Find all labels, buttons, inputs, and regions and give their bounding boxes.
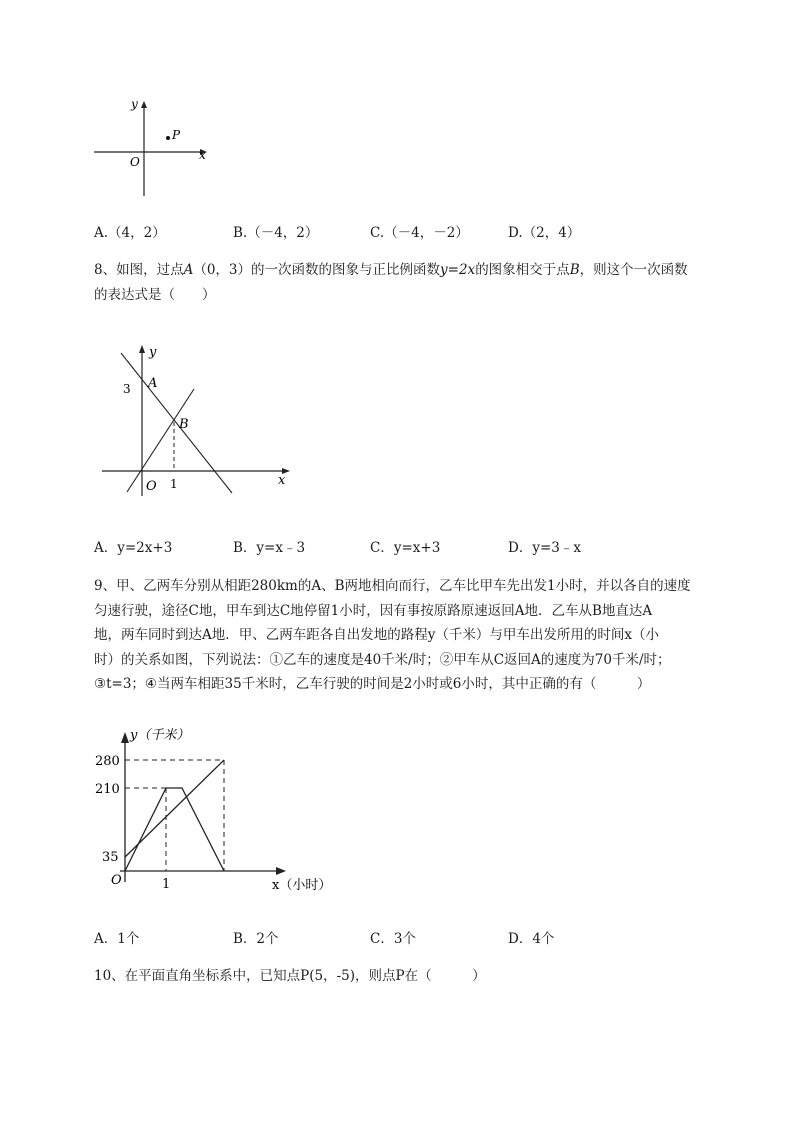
q9-option-d[interactable]: D．4个 [508, 931, 555, 947]
q9-line-3: 地，两车同时到达A地．甲、乙两车距各自出发地的路程y（千米）与甲车出发所用的时间x（小 [94, 627, 659, 643]
q9-tick-y-35: 35 [102, 850, 119, 865]
q8-y-label: y [149, 345, 157, 360]
q9-tick-y-210: 210 [95, 782, 120, 797]
q8-coordinate-figure [100, 338, 300, 498]
q9-line-5: ③t=3；④当两车相距35千米时，乙车行驶的时间是2小时或6小时，其中正确的有（ ） [94, 676, 651, 692]
q7-x-label: x [199, 148, 206, 162]
q9-car-jia-path [125, 788, 224, 871]
q8-line-2: 的表达式是（ ） [94, 286, 216, 303]
q8-x-label: x [278, 473, 286, 488]
q8-tick-y-3: 3 [123, 382, 131, 396]
q7-point-p [166, 136, 170, 140]
q8-line-through-a [121, 353, 232, 493]
q10-line-1: 10、在平面直角坐标系中，已知点P(5，-5)，则点P在（ ） [94, 968, 486, 984]
q8-y-arrow-icon [139, 345, 145, 353]
q9-option-a[interactable]: A．1个 [94, 931, 140, 947]
q7-coordinate-figure [88, 92, 218, 202]
q7-option-b[interactable]: B.（－4，2） [233, 225, 319, 241]
q7-option-d[interactable]: D.（2，4） [508, 225, 581, 241]
q7-option-a[interactable]: A.（4，2） [94, 225, 166, 241]
q7-y-arrow-icon [141, 101, 147, 108]
q9-stem [94, 574, 754, 697]
q9-option-c[interactable]: C．3个 [370, 931, 416, 947]
q9-tick-x-1: 1 [162, 877, 171, 892]
q8-stem [94, 258, 754, 307]
q7-option-c[interactable]: C.（－4，－2） [370, 225, 469, 241]
q8-option-c[interactable]: C．y=x+3 [370, 540, 441, 556]
q9-distance-time-graph [90, 722, 370, 897]
q9-line-1: 9、甲、乙两车分别从相距280km的A、B两地相向而行，乙车比甲车先出发1小时，并以各自的速度 [94, 578, 691, 594]
q8-line-1: 8、如图，过点A（0，3）的一次函数的图象与正比例函数y=2x的图象相交于点B，则这个一次函数 [94, 262, 688, 278]
q8-point-b-label: B [179, 417, 189, 432]
q9-y-arrow-icon [121, 732, 129, 743]
q8-point-a-label: A [148, 376, 158, 391]
q9-origin-label: O [111, 873, 122, 888]
q8-option-a[interactable]: A．y=2x+3 [94, 540, 173, 556]
q10-stem [94, 964, 754, 989]
q9-tick-y-280: 280 [95, 754, 120, 769]
q8-origin-label: O [146, 479, 157, 494]
q9-y-axis-label: y（千米） [130, 728, 190, 743]
q9-x-arrow-icon [276, 867, 286, 875]
q9-option-b[interactable]: B．2个 [233, 931, 279, 947]
q8-tick-x-1: 1 [170, 477, 178, 491]
q7-y-label: y [131, 97, 138, 111]
q9-line-2: 匀速行驶，途径C地，甲车到达C地停留1小时，因有事按原路原速返回A地．乙车从B地直达A [94, 602, 653, 619]
q7-point-p-label: P [172, 128, 181, 142]
q8-line-y-eq-2x [127, 389, 194, 492]
q8-option-d[interactable]: D．y=3﹣x [508, 540, 581, 556]
q8-option-b[interactable]: B．y=x﹣3 [233, 540, 306, 556]
q7-origin-label: O [130, 155, 140, 169]
q9-x-axis-label: x（小时） [272, 878, 332, 893]
q9-line-4: 时）的关系如图，下列说法：①乙车的速度是40千米/时；②甲车从C返回A的速度为70千米/时； [94, 651, 671, 668]
